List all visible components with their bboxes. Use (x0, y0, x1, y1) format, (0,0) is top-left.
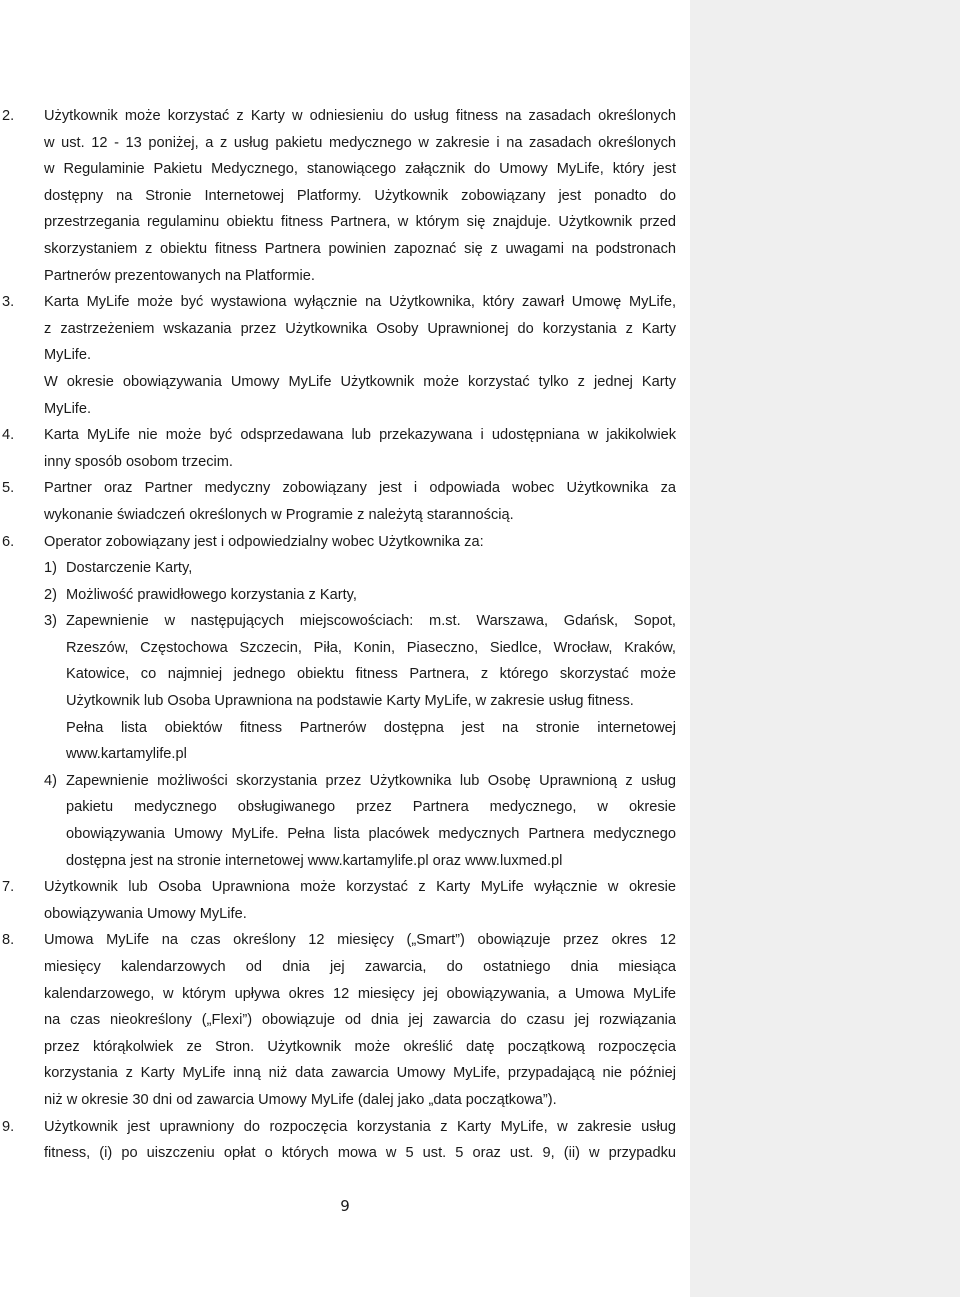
text-line (0, 289, 690, 316)
paragraph-text: Użytkownik może korzystać z Karty w odniesieniu do usług fitness na zasadach określonych (44, 108, 676, 124)
paragraph-text: Operator zobowiązany jest i odpowiedzialny wobec Użytkownika za: (44, 533, 484, 550)
text-line (0, 741, 690, 768)
paragraph-text: MyLife. (44, 400, 92, 417)
paragraph-text: obowiązywania Umowy MyLife. Pełna lista placówek medycznych Partnera medycznego (66, 826, 676, 843)
text-line (0, 661, 690, 688)
text-line (0, 927, 690, 954)
paragraph-text: kalendarzowego, w którym upływa okres 12 miesięcy jej obowiązywania, a Umowa MyLife (44, 985, 676, 1002)
text-line (0, 901, 690, 928)
paragraph-text: Użytkownik lub Osoba Uprawniona może korzystać z Karty MyLife wyłącznie w okresie (44, 879, 676, 896)
text-line (0, 475, 690, 502)
paragraph-text: Pełna lista obiektów fitness Partnerów dostępna jest na stronie internetowej (66, 719, 676, 736)
paragraph-text: Katowice, co najmniej jednego obiektu fitness Partnera, z którego skorzystać może (66, 666, 676, 683)
text-line (0, 874, 690, 901)
paragraph-text: Karta MyLife może być wystawiona wyłącznie na Użytkownika, który zawarł Umowę MyLife, (44, 294, 676, 311)
paragraph-text: Użytkownik lub Osoba Uprawniona na podstawie Karty MyLife, w zakresie usług fitness. (66, 693, 634, 710)
paragraph-text: pakietu medycznego obsługiwanego przez Partnera medycznego, w okresie (66, 799, 676, 816)
text-line (0, 369, 690, 396)
text-line (0, 555, 690, 582)
section-number: 9. (2, 1118, 15, 1135)
paragraph-text: dostępna jest na stronie internetowej www.kartamylife.pl oraz www.luxmed.pl (66, 852, 563, 869)
text-line (0, 635, 690, 662)
page-number: 9 (340, 1197, 350, 1215)
section-number: 8. (2, 932, 15, 949)
text-line (0, 183, 690, 210)
paragraph-text: inny sposób osobom trzecim. (44, 453, 233, 470)
text-line (0, 502, 690, 529)
paragraph-text: Umowa MyLife na czas określony 12 miesięcy („Smart”) obowiązuje przez okres 12 (44, 932, 676, 949)
text-line (0, 1140, 690, 1167)
text-line (0, 449, 690, 476)
paragraph-text: niż w okresie 30 dni od zawarcia Umowy MyLife (dalej jako „data początkowa”). (44, 1091, 557, 1108)
paragraph-text: Partnerów prezentowanych na Platformie. (44, 267, 315, 284)
text-line (0, 236, 690, 263)
paragraph-text: fitness, (i) po uiszczeniu opłat o których mowa w 5 ust. 5 oraz ust. 9, (ii) w przypadku (44, 1145, 676, 1162)
paragraph-text: korzystania z Karty MyLife inną niż data zawarcia Umowy MyLife, przypadającą nie później (44, 1065, 676, 1082)
section-number: 7. (2, 879, 15, 896)
paragraph-text: w Regulaminie Pakietu Medycznego, stanowiącego załącznik do Umowy MyLife, który jest (44, 161, 676, 178)
text-line (0, 422, 690, 449)
paragraph-text: z zastrzeżeniem wskazania przez Użytkownika Osoby Uprawnionej do korzystania z Karty (44, 320, 676, 337)
document-body (0, 103, 690, 1167)
text-line (0, 1034, 690, 1061)
text-line (0, 156, 690, 183)
section-number: 3. (2, 294, 15, 311)
text-line (0, 103, 690, 130)
comment-margin-pane (690, 0, 960, 1297)
paragraph-text: www.kartamylife.pl (66, 746, 187, 763)
section-number: 2. (2, 108, 15, 124)
paragraph-text: miesięcy kalendarzowych od dnia jej zawarcia, do ostatniego dnia miesiąca (44, 959, 676, 975)
text-line (0, 396, 690, 423)
paragraph-text: MyLife. (44, 347, 92, 364)
text-line (0, 768, 690, 795)
list-item-number: 3) (44, 613, 57, 630)
paragraph-text: skorzystaniem z obiektu fitness Partnera powinien zapoznać się z uwagami na podstronach (44, 240, 676, 257)
paragraph-text: wykonanie świadczeń określonych w Programie z należytą starannością. (44, 506, 514, 523)
section-number: 6. (2, 533, 15, 550)
text-line (0, 1060, 690, 1087)
text-line (0, 263, 690, 290)
text-line (0, 342, 690, 369)
section-number: 5. (2, 480, 15, 497)
text-line (0, 1114, 690, 1141)
paragraph-text: przez którąkolwiek ze Stron. Użytkownik może określić datę początkową rozpoczęcia (44, 1038, 676, 1055)
paragraph-text: przestrzegania regulaminu obiektu fitness Partnera, w którym się znajduje. Użytkownik przed (44, 214, 676, 231)
paragraph-text: Zapewnienie możliwości skorzystania przez Użytkownika lub Osobę Uprawnioną z usług (66, 772, 676, 789)
text-line (0, 954, 690, 981)
text-line (0, 529, 690, 556)
list-item-number: 2) (44, 586, 57, 603)
text-line (0, 316, 690, 343)
paragraph-text: W okresie obowiązywania Umowy MyLife Użytkownik może korzystać tylko z jednej Karty (44, 373, 676, 390)
text-line (0, 209, 690, 236)
text-line (0, 582, 690, 609)
text-line (0, 794, 690, 821)
paragraph-text: na czas nieokreślony („Flexi”) obowiązuje od dnia jej zawarcia do czasu jej rozwiązania (44, 1012, 676, 1029)
paragraph-text: Karta MyLife nie może być odsprzedawana lub przekazywana i udostępniana w jakikolwiek (44, 427, 676, 444)
paragraph-text: Partner oraz Partner medyczny zobowiązany jest i odpowiada wobec Użytkownika za (44, 480, 676, 497)
text-line (0, 608, 690, 635)
paragraph-text: Dostarczenie Karty, (66, 560, 193, 577)
text-line (0, 1087, 690, 1114)
list-item-number: 1) (44, 560, 57, 577)
paragraph-text: w ust. 12 - 13 poniżej, a z usług pakietu medycznego w zakresie i na zasadach określonych (44, 134, 676, 151)
text-line (0, 130, 690, 157)
paragraph-text: dostępny na Stronie Internetowej Platformy. Użytkownik zobowiązany jest ponadto do (44, 187, 676, 204)
paragraph-text: Zapewnienie w następujących miejscowościach: m.st. Warszawa, Gdańsk, Sopot, (66, 613, 676, 630)
paragraph-text: obowiązywania Umowy MyLife. (44, 905, 247, 922)
list-item-number: 4) (44, 772, 57, 789)
text-line (0, 715, 690, 742)
paragraph-text: Użytkownik jest uprawniony do rozpoczęcia korzystania z Karty MyLife, w zakresie usług (44, 1118, 676, 1135)
text-line (0, 848, 690, 875)
paragraph-text: Możliwość prawidłowego korzystania z Karty, (66, 586, 357, 603)
text-line (0, 821, 690, 848)
text-line (0, 688, 690, 715)
text-line (0, 981, 690, 1008)
section-number: 4. (2, 427, 15, 444)
text-line (0, 1007, 690, 1034)
paragraph-text: Rzeszów, Częstochowa Szczecin, Piła, Konin, Piaseczno, Siedlce, Wrocław, Kraków, (66, 639, 676, 656)
